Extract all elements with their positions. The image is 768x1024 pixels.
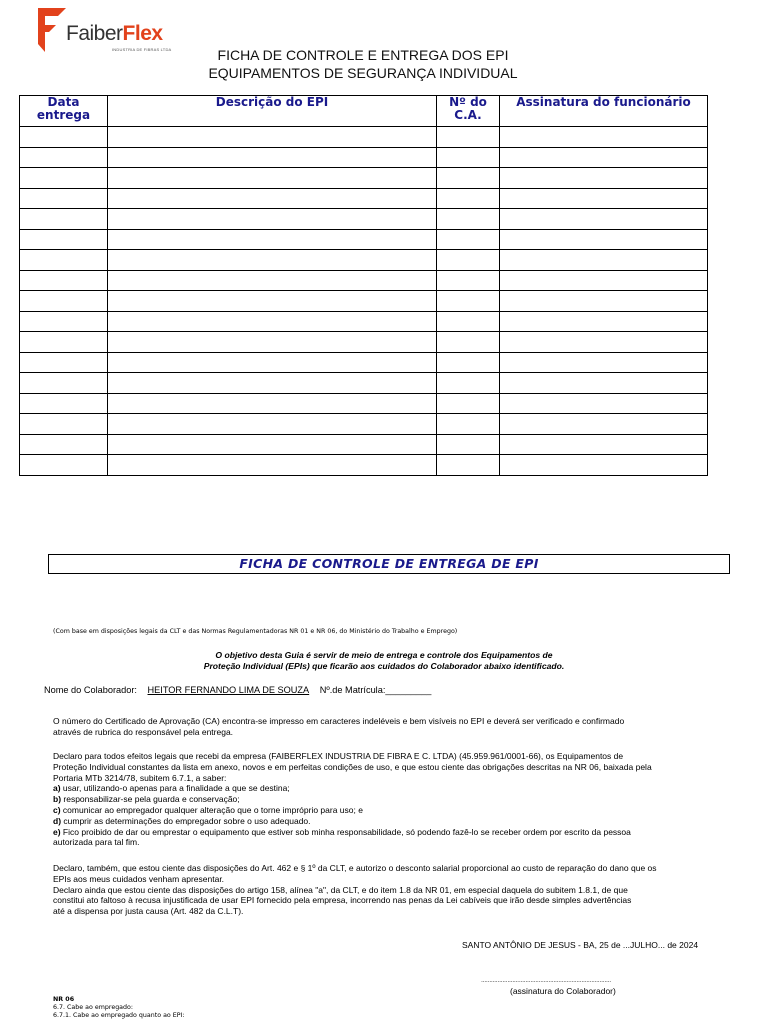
declaration-line3: Portaria MTb 3214/78, subitem 6.7.1, a saber: <box>53 772 227 783</box>
declaration-paragraph <box>53 751 759 848</box>
clt-paragraph <box>53 863 759 917</box>
signature-cell[interactable] <box>500 393 708 414</box>
description-cell[interactable] <box>108 373 437 394</box>
obligation-item-c: c) comunicar ao empregador qualquer alteração que o torne impróprio para uso; e <box>53 804 363 815</box>
signature-label: (assinatura do Colaborador) <box>510 986 616 996</box>
ca-cell[interactable] <box>437 291 500 312</box>
ca-cell[interactable] <box>437 455 500 476</box>
obligation-item-a: a) usar, utilizando-o apenas para a finalidade a que se destina; <box>53 783 290 794</box>
date-cell[interactable] <box>20 393 108 414</box>
obligation-item-e-cont: autorizada para tal fim. <box>53 837 140 848</box>
column-header-description: Descrição do EPI <box>108 96 437 127</box>
signature-cell[interactable] <box>500 250 708 271</box>
date-cell[interactable] <box>20 455 108 476</box>
ca-cell[interactable] <box>437 352 500 373</box>
ca-text-line1: O número do Certificado de Aprovação (CA) encontra-se impresso em caracteres indeléveis e bem visíveis no EPI e deverá ser verificado e confirmado <box>53 716 625 726</box>
table-row <box>20 127 708 148</box>
table-row <box>20 291 708 312</box>
signature-cell[interactable] <box>500 455 708 476</box>
signature-cell[interactable] <box>500 229 708 250</box>
ca-cell[interactable] <box>437 147 500 168</box>
ca-paragraph <box>53 716 759 738</box>
ca-cell[interactable] <box>437 188 500 209</box>
date-cell[interactable] <box>20 311 108 332</box>
signature-cell[interactable] <box>500 434 708 455</box>
clt-line1: Declaro, também, que estou ciente das disposições do Art. 462 e § 1º da CLT, e autorizo o desconto salarial proporcional ao custo de reparação do dano que os <box>53 863 657 873</box>
date-cell[interactable] <box>20 209 108 230</box>
description-cell[interactable] <box>108 229 437 250</box>
date-cell[interactable] <box>20 352 108 373</box>
signature-cell[interactable] <box>500 332 708 353</box>
obligation-item-b: b) responsabilizar-se pela guarda e conservação; <box>53 794 240 805</box>
column-header-signature: Assinatura do funcionário <box>500 96 708 127</box>
table-header-row <box>20 96 708 127</box>
table-row <box>20 311 708 332</box>
page-title-line2: EQUIPAMENTOS DE SEGURANÇA INDIVIDUAL <box>208 65 518 81</box>
registration-field: Nº.de Matrícula:_________ <box>319 685 432 695</box>
column-header-ca: Nº do C.A. <box>437 96 500 127</box>
table-row <box>20 414 708 435</box>
table-row <box>20 168 708 189</box>
date-cell[interactable] <box>20 127 108 148</box>
logo-wordmark <box>66 22 163 46</box>
logo-word-flex: Flex <box>122 22 163 45</box>
obligation-item-e: e) Fico proibido de dar ou emprestar o equipamento que estiver sob minha responsabilidade, só podendo fazê-lo se receber ordem por escrito da pessoa <box>53 826 631 837</box>
table-row <box>20 352 708 373</box>
date-cell[interactable] <box>20 147 108 168</box>
description-cell[interactable] <box>108 393 437 414</box>
signature-cell[interactable] <box>500 168 708 189</box>
place-and-date: SANTO ANTÔNIO DE JESUS - BA, 25 de ...JULHO... de 2024 <box>462 940 699 950</box>
description-cell[interactable] <box>108 250 437 271</box>
signature-cell[interactable] <box>500 188 708 209</box>
table-row <box>20 270 708 291</box>
ca-cell[interactable] <box>437 332 500 353</box>
collaborator-info <box>44 685 431 695</box>
ca-cell[interactable] <box>437 434 500 455</box>
date-cell[interactable] <box>20 250 108 271</box>
legal-basis-note: (Com base em disposições legais da CLT e das Normas Regulamentadoras NR 01 e NR 06, do Ministério do Trabalho e Emprego) <box>53 628 458 635</box>
logo-word-faiber: Faiber <box>66 22 123 45</box>
table-row <box>20 373 708 394</box>
clt-line4: constitui ato faltoso à recusa injustificada de usar EPI fornecido pela empresa, incorrendo nas penas da Lei cabíveis que irão desde simples advertências <box>53 895 632 906</box>
table-row <box>20 147 708 168</box>
table-row <box>20 250 708 271</box>
signature-line: ............................................................................... <box>481 977 611 984</box>
date-cell[interactable] <box>20 434 108 455</box>
date-cell[interactable] <box>20 168 108 189</box>
nr-line1: 6.7. Cabe ao empregado: <box>53 1004 134 1011</box>
section-title: FICHA DE CONTROLE DE ENTREGA DE EPI <box>48 554 730 574</box>
ca-cell[interactable] <box>437 270 500 291</box>
description-cell[interactable] <box>108 127 437 148</box>
table-row <box>20 434 708 455</box>
objective-line1: O objetivo desta Guia é servir de meio de entrega e controle dos Equipamentos de <box>215 650 553 660</box>
table-row <box>20 229 708 250</box>
table-row <box>20 332 708 353</box>
description-cell[interactable] <box>108 332 437 353</box>
description-cell[interactable] <box>108 414 437 435</box>
signature-cell[interactable] <box>500 147 708 168</box>
ca-cell[interactable] <box>437 393 500 414</box>
signature-cell[interactable] <box>500 270 708 291</box>
epi-delivery-table <box>19 95 708 476</box>
declaration-line1: Declaro para todos efeitos legais que recebi da empresa (FAIBERFLEX INDUSTRIA DE FIBRA E C. LTDA) (45.959.961/0001-66), os Equipamentos de <box>53 751 624 761</box>
nr-title: NR 06 <box>53 996 75 1003</box>
description-cell[interactable] <box>108 352 437 373</box>
signature-cell[interactable] <box>500 209 708 230</box>
ca-cell[interactable] <box>437 414 500 435</box>
ca-cell[interactable] <box>437 311 500 332</box>
clt-line5: até a dispensa por justa causa (Art. 482 da C.L.T). <box>53 906 244 917</box>
signature-cell[interactable] <box>500 127 708 148</box>
ca-cell[interactable] <box>437 168 500 189</box>
table-row <box>20 188 708 209</box>
ca-cell[interactable] <box>437 250 500 271</box>
date-cell[interactable] <box>20 188 108 209</box>
table-row <box>20 455 708 476</box>
description-cell[interactable] <box>108 434 437 455</box>
collaborator-label: Nome do Colaborador: <box>44 685 137 695</box>
ca-cell[interactable] <box>437 127 500 148</box>
description-cell[interactable] <box>108 291 437 312</box>
table-row <box>20 209 708 230</box>
ca-cell[interactable] <box>437 209 500 230</box>
table-row <box>20 393 708 414</box>
date-cell[interactable] <box>20 270 108 291</box>
ca-cell[interactable] <box>437 229 500 250</box>
declaration-line2: Proteção Individual constantes da lista em anexo, novos e em perfeitas condições de uso, e que estou ciente das obrigações descritas na NR 06, baixada pela <box>53 761 652 772</box>
description-cell[interactable] <box>108 209 437 230</box>
date-cell[interactable] <box>20 373 108 394</box>
signature-cell[interactable] <box>500 311 708 332</box>
table-body <box>20 127 708 476</box>
description-cell[interactable] <box>108 168 437 189</box>
clt-line3: Declaro ainda que estou ciente das disposições do artigo 158, alínea "a", da CLT, e do item 1.8 da NR 01, em especial daquela do subitem 1.8.1, de que <box>53 884 628 895</box>
page-title-line1: FICHA DE CONTROLE E ENTREGA DOS EPI <box>217 47 509 63</box>
date-cell[interactable] <box>20 291 108 312</box>
logo-subtitle: INDUSTRIA DE FIBRAS LTDA <box>112 47 172 52</box>
signature-cell[interactable] <box>500 414 708 435</box>
signature-cell[interactable] <box>500 352 708 373</box>
description-cell[interactable] <box>108 147 437 168</box>
signature-cell[interactable] <box>500 291 708 312</box>
nr-line2: 6.7.1. Cabe ao empregado quanto ao EPI: <box>53 1012 185 1019</box>
ca-text-line2: através de rubrica do responsável pela entrega. <box>53 726 234 737</box>
date-cell[interactable] <box>20 332 108 353</box>
date-cell[interactable] <box>20 229 108 250</box>
clt-line2: EPIs aos meus cuidados venham apresentar. <box>53 873 225 884</box>
column-header-date: Data entrega <box>20 96 108 127</box>
description-cell[interactable] <box>108 311 437 332</box>
ca-cell[interactable] <box>437 373 500 394</box>
objective-line2: Proteção Individual (EPIs) que ficarão aos cuidados do Colaborador abaixo identificado. <box>203 661 565 671</box>
logo-mark-icon <box>36 8 66 52</box>
description-cell[interactable] <box>108 188 437 209</box>
signature-cell[interactable] <box>500 373 708 394</box>
description-cell[interactable] <box>108 270 437 291</box>
description-cell[interactable] <box>108 455 437 476</box>
obligation-item-d: d) cumprir as determinações do empregador sobre o uso adequado. <box>53 815 311 826</box>
date-cell[interactable] <box>20 414 108 435</box>
collaborator-name: HEITOR FERNANDO LIMA DE SOUZA <box>147 685 310 695</box>
